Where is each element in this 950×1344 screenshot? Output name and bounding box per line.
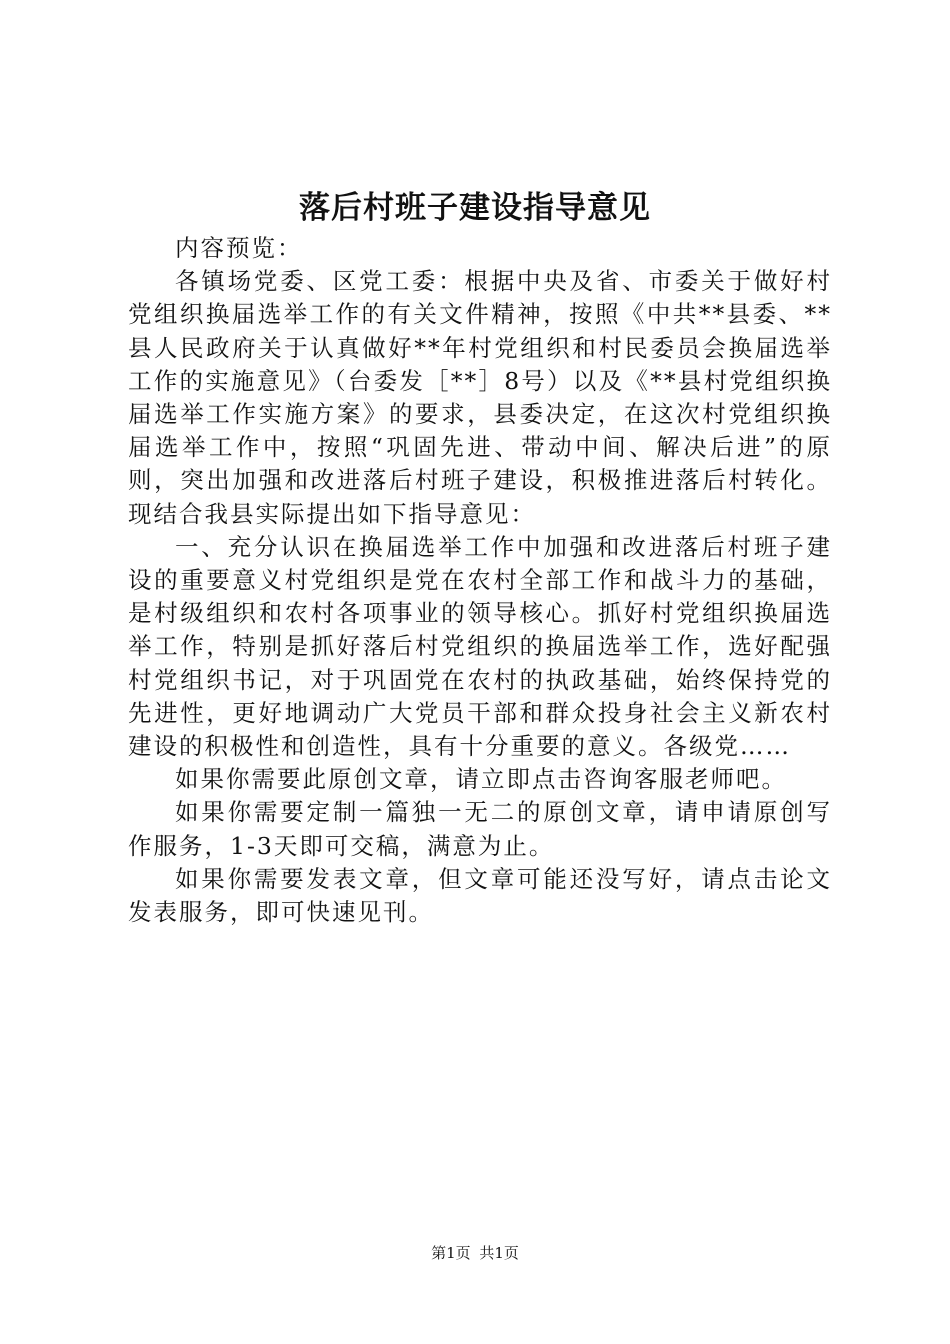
paragraph-custom-writing-link[interactable]: 如果你需要定制一篇独一无二的原创文章，请申请原创写作服务，1-3天即可交稿，满意为止。 xyxy=(128,798,832,860)
document-title: 落后村班子建设指导意见 xyxy=(299,190,651,226)
paragraph-publish-link[interactable]: 如果你需要发表文章，但文章可能还没写好，请点击论文发表服务，即可快速见刊。 xyxy=(128,864,832,927)
page-footer xyxy=(0,1242,950,1264)
document-body xyxy=(128,232,832,929)
page-number: 第1页 xyxy=(431,1244,471,1262)
paragraph-contact-link[interactable]: 如果你需要此原创文章，请立即点击咨询客服老师吧。 xyxy=(175,765,787,794)
paragraph-section-one: 一、充分认识在换届选举工作中加强和改进落后村班子建设的重要意义村党组织是党在农村全部工作和战斗力的基础，是村级组织和农村各项事业的领导核心。抓好村党组织换届选举工作，特别是抓好落后村党组织的换届选举工作，选好配强村党组织书记，对于巩固党在农村的执政基础，始终保持党的先进性，更好地调动广大党员干部和群众投身社会主义新农村建设的积极性和创造性，具有十分重要的意义。各级党…… xyxy=(128,532,832,761)
preview-label: 内容预览： xyxy=(175,234,303,262)
page-total: 共1页 xyxy=(479,1244,519,1262)
paragraph-intro: 各镇场党委、区党工委：根据中央及省、市委关于做好村党组织换届选举工作的有关文件精神，按照《中共**县委、**县人民政府关于认真做好**年村党组织和村民委员会换届选举工作的实施意见》（台委发［**］8号）以及《**县村党组织换届选举工作实施方案》的要求，县委决定，在这次村党组织换届选举工作中，按照“巩固先进、带动中间、解决后进”的原则，突出加强和改进落后村班子建设，积极推进落后村转化。现结合我县实际提出如下指导意见： xyxy=(128,267,832,528)
